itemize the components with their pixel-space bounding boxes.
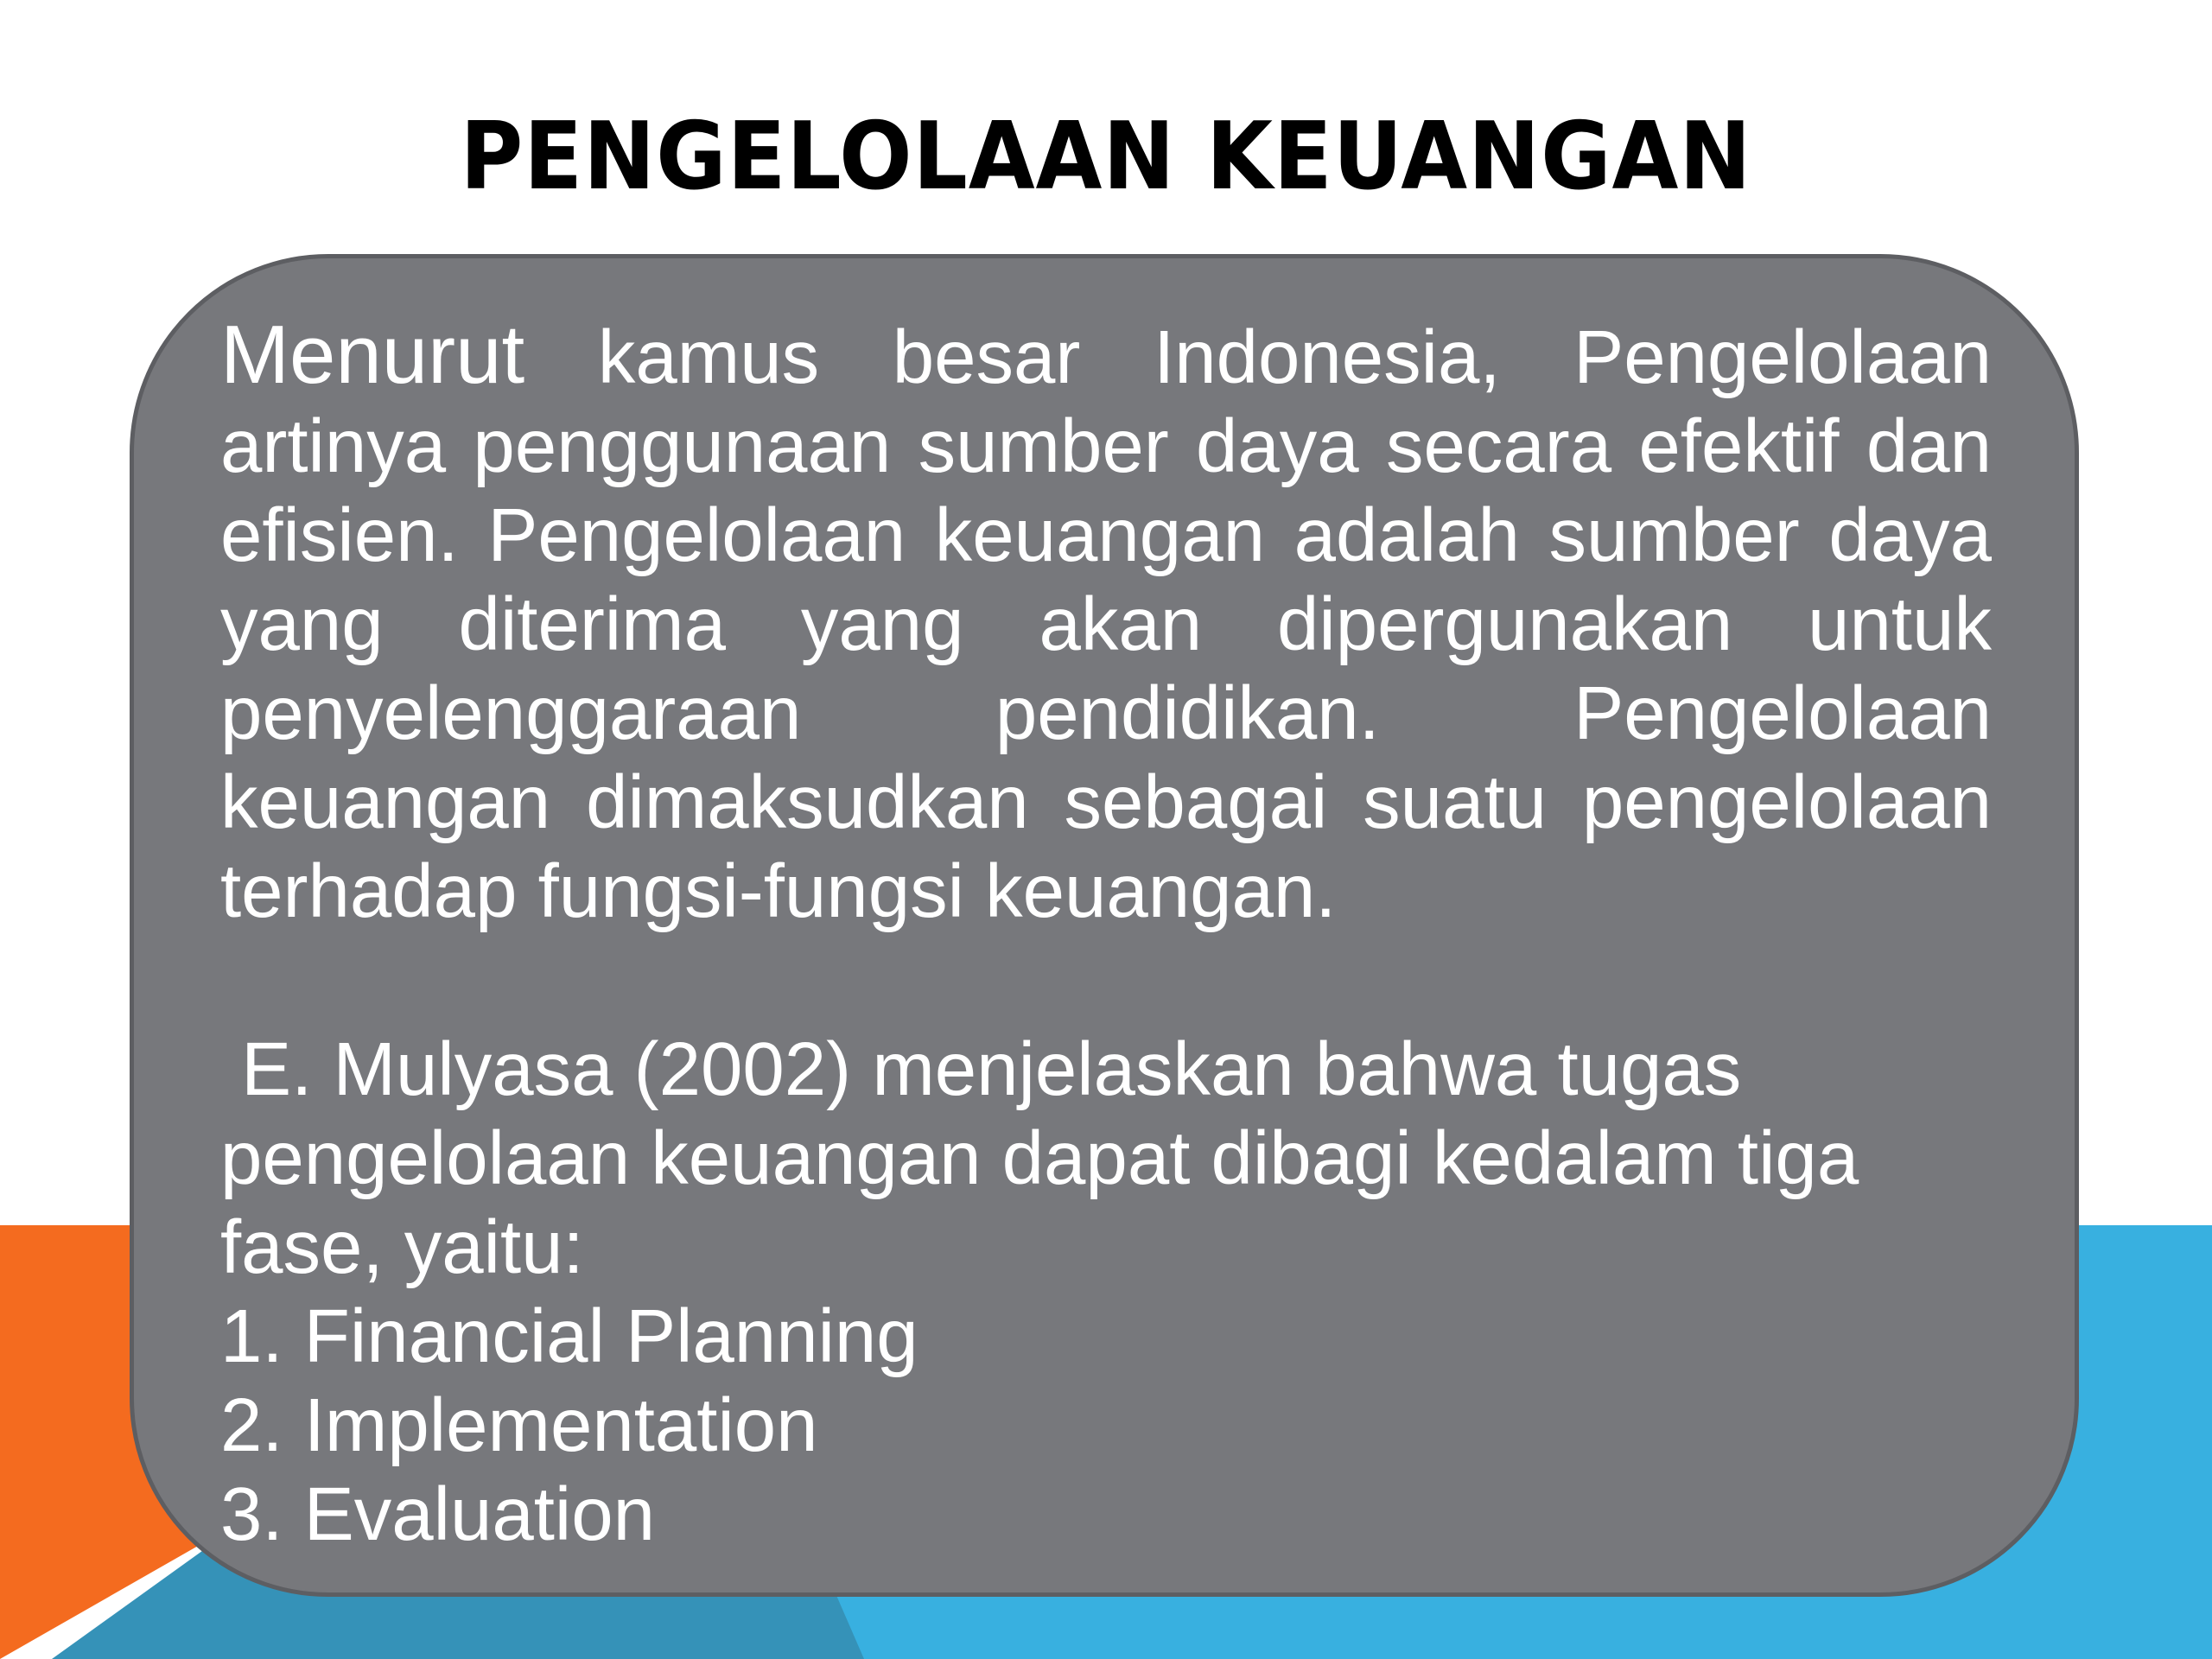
definition-paragraph: [220, 310, 1992, 936]
phase-list: [220, 1292, 1992, 1559]
mulyasa-paragraph: E. Mulyasa (2002) menjelaskan bahwa tugas pengelolaan keuangan dapat dibagi kedalam tiga fase, yaitu:: [220, 1027, 1859, 1289]
phase-item-financial-planning: 1. Financial Planning: [220, 1294, 918, 1378]
phase-item-evaluation: 3. Evaluation: [220, 1472, 656, 1556]
content-box: [130, 254, 2079, 1597]
slide-title: PENGELOLAAN KEUANGAN: [460, 103, 1752, 211]
paragraph-spacer: [220, 936, 1992, 1025]
definition-text: kamus besar Indonesia, Pengelolaan artinya penggunaan sumber daya secara efektif dan efisien. Pengelolaan keuangan adalah sumber daya yang diterima yang akan dipergunakan untuk penyelenggaraan pendidikan. Pengelolaan keuangan dimaksudkan sebagai suatu pengelolaan terhadap fungsi-fungsi keuangan.: [220, 315, 1992, 933]
phase-item-implementation: 2. Implementation: [220, 1383, 818, 1467]
lead-word: Menurut: [220, 308, 525, 401]
